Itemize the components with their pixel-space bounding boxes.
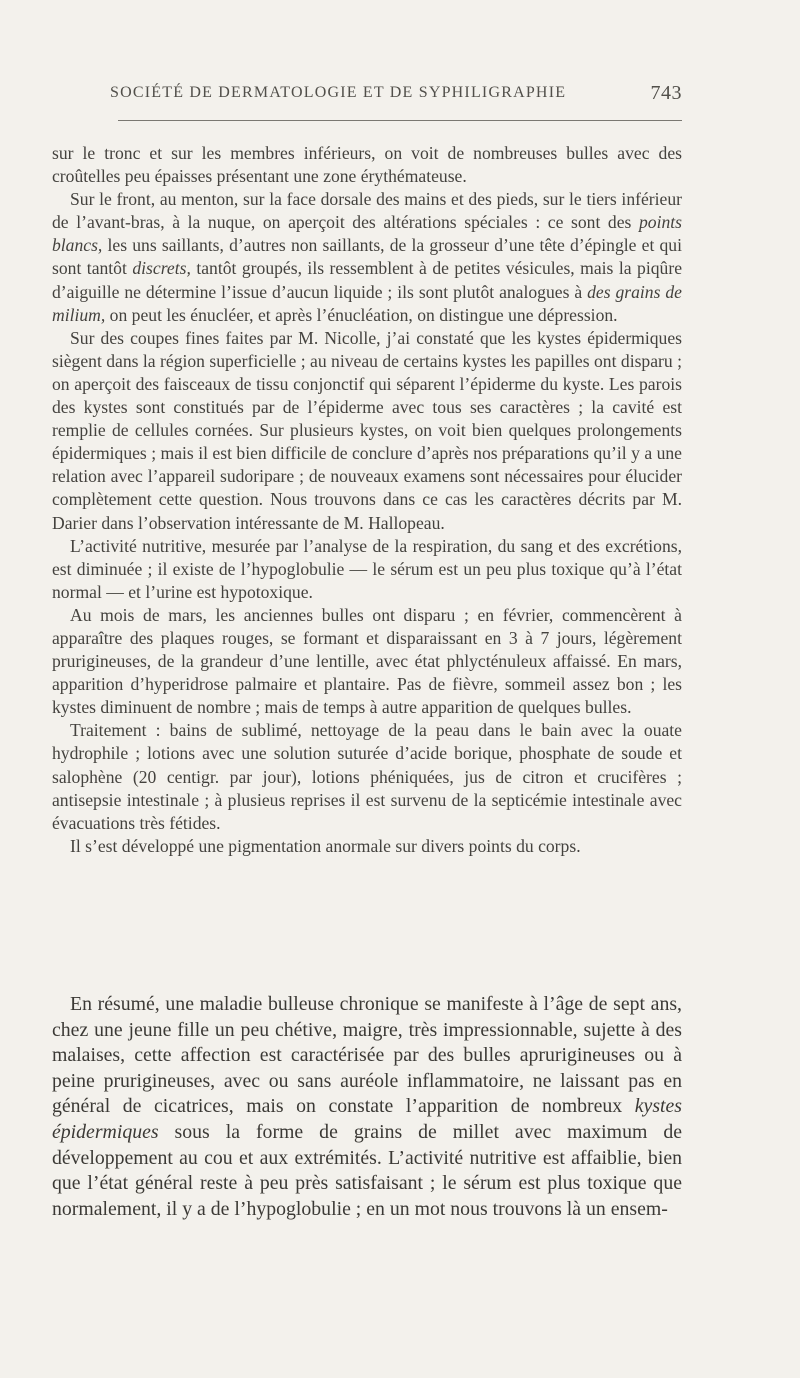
paragraph-histology: Sur des coupes fines faites par M. Nicolle, j’ai constaté que les kystes épidermiques siègent dans la région superficielle ; au niveau de certains kystes les papilles ont disparu ; on aperçoit des faisceaux de tissu conjonctif qui séparent l’épiderme du kyste. Les parois des kystes sont constitués par de l’épiderme avec tous ses caractères ; la cavité est remplie de cellules cornées. Sur plusieurs kystes, on voit bien quelques prolongements épidermiques ; mais il est bien difficile de conclure d’après nos préparations qu’il y a une relation avec l’appareil sudoripare ; de nouveaux examens sont nécessaires pour élucider complètement cette question. Nous trouvons dans ce cas les caractères décrits par M. Darier dans l’observation intéressante de M. Hallopeau. [52, 327, 682, 533]
paragraph-evolution: Au mois de mars, les anciennes bulles ont disparu ; en février, commencèrent à apparaître des plaques rouges, se formant et disparaissant en 3 à 7 jours, légèrement prurigineuses, de la grandeur d’une lentille, avec état phlycténuleux affaissé. En mars, apparition d’hyperidrose palmaire et plantaire. Pas de fièvre, sommeil assez bon ; les kystes diminuent de nombre ; mais de temps à autre apparition de quelques bulles. [52, 604, 682, 718]
running-head [110, 84, 682, 108]
text-run: Sur le front, au menton, sur la face dorsale des mains et des pieds, sur le tiers inférieur de l’avant-bras, à la nuque, on aperçoit des altérations spéciales : ce sont des [52, 189, 682, 233]
summary-text [52, 992, 682, 1222]
emphasis-grains-de-milium: des grains de milium, [52, 281, 682, 325]
emphasis-points-blancs: points blancs, [52, 212, 682, 256]
running-head-title: SOCIÉTÉ DE DERMATOLOGIE ET DE SYPHILIGRAPHIE [110, 84, 567, 101]
paragraph-continuation: sur le tronc et sur les membres inférieurs, on voit de nombreuses bulles avec des croûtelles peu épaisses présentant une zone érythémateuse. [52, 143, 682, 187]
paragraph-summary [52, 992, 682, 1222]
emphasis-kystes-epidermiques: kystes épidermiques [52, 1095, 682, 1143]
paragraph-nutrition: L’activité nutritive, mesurée par l’analyse de la respiration, du sang et des excrétions, est diminuée ; il existe de l’hypoglobulie — le sérum est un peu plus toxique qu’à l’état normal — et l’urine est hypotoxique. [52, 535, 682, 602]
paragraph-treatment: Traitement : bains de sublimé, nettoyage de la peau dans le bain avec la ouate hydrophile ; lotions avec une solution suturée d’acide borique, phosphate de soude et salophène (20 centigr. par jour), lotions phéniquées, jus de citron et crucifères ; antisepsie intestinale ; à plusieus reprises il est survenu de la septicémie intestinale avec évacuations très fétides. [52, 720, 682, 833]
observation-text [52, 142, 682, 858]
header-rule [118, 120, 682, 121]
text-run: les uns saillants, d’autres non saillants, de la grosseur d’une tête d’épingle et qui sont tantôt [52, 235, 682, 279]
text-run: En résumé, une maladie bulleuse chronique se manifeste à l’âge de sept ans, chez une jeune fille un peu chétive, maigre, très impressionnable, sujette à des malaises, cette affection est caractérisée par des bulles aprurigineuses ou à peine prurigineuses, avec ou sans auréole inflammatoire, ne laissant pas en général de cicatrices, mais on constate l’apparition de nombreux [52, 993, 682, 1118]
paragraph-lesions [52, 188, 682, 327]
text-run: on peut les énucléer, et après l’énucléation, on distingue une dépression. [105, 304, 618, 325]
text-run: tantôt groupés, ils ressemblent à de petites vésicules, mais la piqûre d’aiguille ne détermine l’issue d’aucun liquide ; ils sont plutôt analogues à [52, 258, 682, 302]
text-run: sous la forme de grains de millet avec maximum de développement au cou et aux extrémités. L’activité nutritive est affaiblie, bien que l’état général reste à peu près satisfaisant ; le sérum est plus toxique que normalement, il y a de l’hypoglobulie ; en un mot nous trouvons là un ensem- [52, 1120, 682, 1220]
page-number: 743 [650, 82, 682, 104]
emphasis-discrets: discrets, [132, 258, 191, 279]
paragraph-pigmentation: Il s’est développé une pigmentation anormale sur divers points du corps. [70, 835, 581, 856]
